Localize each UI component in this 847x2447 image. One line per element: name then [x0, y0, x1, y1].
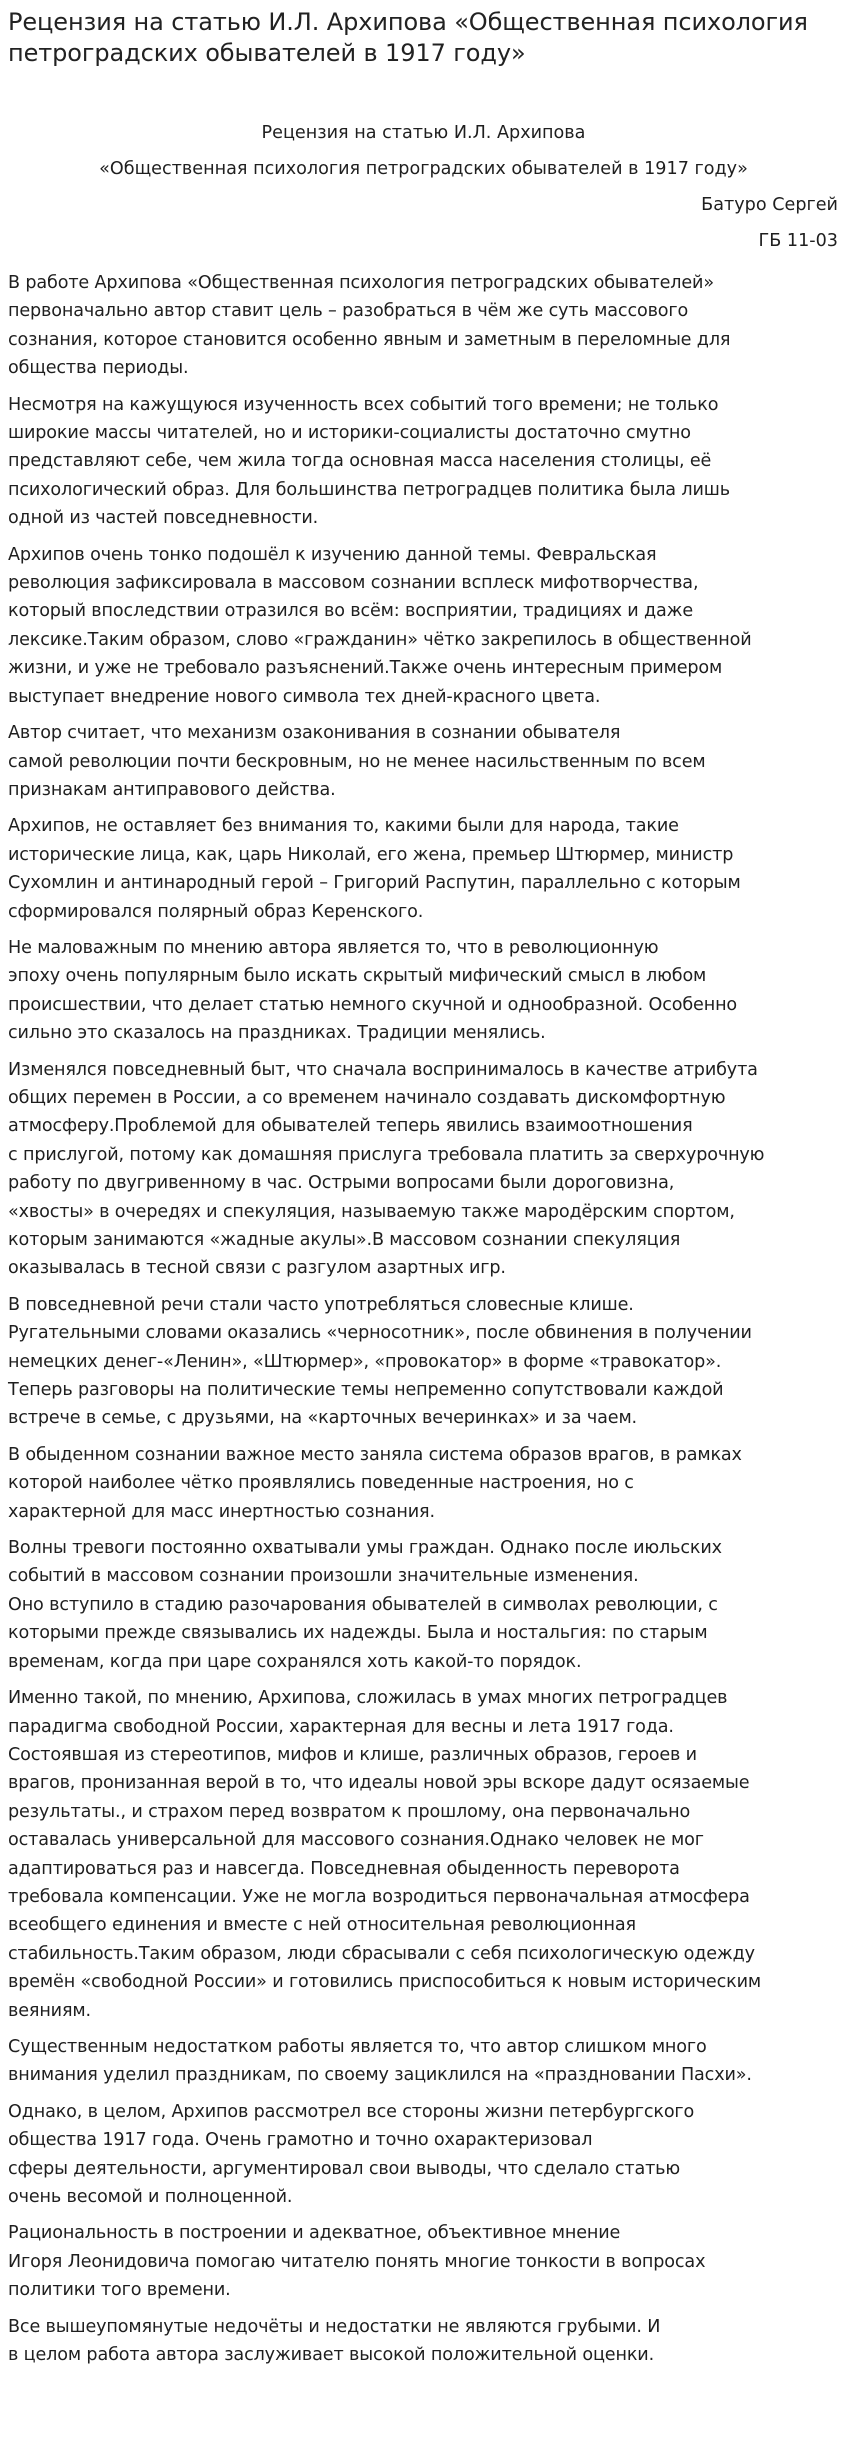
paragraph: В повседневной речи стали часто употребляться словесные клише. Ругательными словами оказались «черносотник», после обвинения в получении немецких денег-«Ленин», «Штюрмер», «провокатор» в форме «травокатор». Теперь разговоры на политические темы непременно сопутствовали каждой встрече в семье, с друзьями, на «карточных вечеринках» и за чаем.	[8, 1294, 752, 1429]
paragraph: Именно такой, по мнению, Архипова, сложилась в умах многих петроградцев парадигма свободной России, характерная для весны и лета 1917 года. Состоявшая из стереотипов, мифов и клише, различных образов, героев и врагов, пронизанная верой в то, что идеалы новой эры вскоре дадут осязаемые результаты., и страхом перед возвратом к прошлому, она первоначально оставалась универсальной для массового сознания.Однако человек не мог адаптироваться раз и навсегда. Повседневная обыденность переворота требовала компенсации. Уже не могла возродиться первоначальная атмосфера всеобщего единения и вместе с ней относительная революционная стабильность.Таким образом, люди сбрасывали с себя психологическую одежду времён «свободной России» и готовились приспособиться к новым историческим веяниям.	[8, 1688, 762, 2021]
paragraph: Все вышеупомянутые недочёты и недостатки не являются грубыми. И в целом работа автора заслуживает высокой положительной оценки.	[8, 2316, 661, 2366]
author-group: ГБ 11-03	[758, 231, 838, 251]
paragraph: В обыденном сознании важное место заняла система образов врагов, в рамках которой наиболее чётко проявлялись поведенные настроения, но с характерной для масс инертностью сознания.	[8, 1444, 742, 1522]
paragraph: Архипов, не оставляет без внимания то, какими были для народа, такие исторические лица, как, царь Николай, его жена, премьер Штюрмер, министр Сухомлин и антинародный герой – Григорий Распутин, параллельно с которым сформировался полярный образ Керенского.	[8, 816, 741, 922]
paragraph: Изменялся повседневный быт, что сначала воспринималось в качестве атрибута общих перемен в России, а со временем начинало создавать дискомфортную атмосферу.Проблемой для обывателей теперь явились взаимоотношения с прислугой, потому как домашняя прислуга требовала платить за сверхурочную работу по двугривенному в час. Острыми вопросами были дороговизна, «хвосты» в очередях и спекуляция, называемую также мародёрским спортом, которым занимаются «жадные акулы».В массовом сознании спекуляция оказывалась в тесной связи с разгулом азартных игр.	[8, 1059, 765, 1279]
paragraph: Существенным недостатком работы является то, что автор слишком много внимания уделил праздникам, по своему зациклился на «праздновании Пасхи».	[8, 2036, 752, 2086]
paragraph: Не маловажным по мнению автора является то, что в революционную эпоху очень популярным было искать скрытый мифический смысл в любом происшествии, что делает статью немного скучной и однообразной. Особенно сильно это сказалось на праздниках. Традиции менялись.	[8, 937, 738, 1044]
paragraph: Несмотря на кажущуюся изученность всех событий того времени; не только широкие массы читателей, но и историки-социалисты достаточно смутно представляют себе, чем жила тогда основная масса населения столицы, её психологический образ. Для большинства петроградцев политика была лишь одной из частей повседневности.	[8, 394, 730, 529]
paragraph: Однако, в целом, Архипов рассмотрел все стороны жизни петербургского общества 1917 года. Очень грамотно и точно охарактеризовал сферы деятельности, аргументировал свои выводы, что сделало статью очень весомой и полноценной.	[8, 2101, 695, 2207]
review-body	[8, 269, 839, 2369]
paragraph: Автор считает, что механизм озаконивания в сознании обывателя самой революции почти бескровным, но не менее насильственным по всем признакам антиправового действа.	[8, 723, 706, 800]
paragraph: Рациональность в построении и адекватное, объективное мнение Игоря Леонидовича помогаю читателю понять многие тонкости в вопросах политики того времени.	[8, 2223, 706, 2301]
review-heading: Рецензия на статью И.Л. Архипова	[261, 123, 586, 143]
paragraph: Архипов очень тонко подошёл к изучению данной темы. Февральская революция зафиксировала в массовом сознании всплеск мифотворчества, который впоследствии отразился во всём: восприятии, традициях и даже лексике.Таким образом, слово «гражданин» чётко закрепилось в общественной жизни, и уже не требовало разъяснений.Также очень интересным примером выступает внедрение нового символа тех дней-красного цвета.	[8, 544, 752, 707]
article-title: Рецензия на статью И.Л. Архипова «Общественная психология петроградских обывателей в 1917 году»	[8, 8, 808, 67]
paragraph: Волны тревоги постоянно охватывали умы граждан. Однако после июльских событий в массовом сознании произошли значительные изменения. Оно вступило в стадию разочарования обывателей в символах революции, с которыми прежде связывались их надежды. Была и ностальгия: по старым временам, когда при царе сохранялся хоть какой-то порядок.	[8, 1538, 722, 1672]
review-subheading: «Общественная психология петроградских обывателей в 1917 году»	[99, 159, 748, 179]
paragraph: В работе Архипова «Общественная психология петроградских обывателей» первоначально автор ставит цель – разобраться в чём же суть массового сознания, которое становится особенно явным и заметным в переломные для общества периоды.	[8, 273, 731, 379]
author-name: Батуро Сергей	[701, 195, 838, 215]
review-header	[8, 115, 839, 259]
